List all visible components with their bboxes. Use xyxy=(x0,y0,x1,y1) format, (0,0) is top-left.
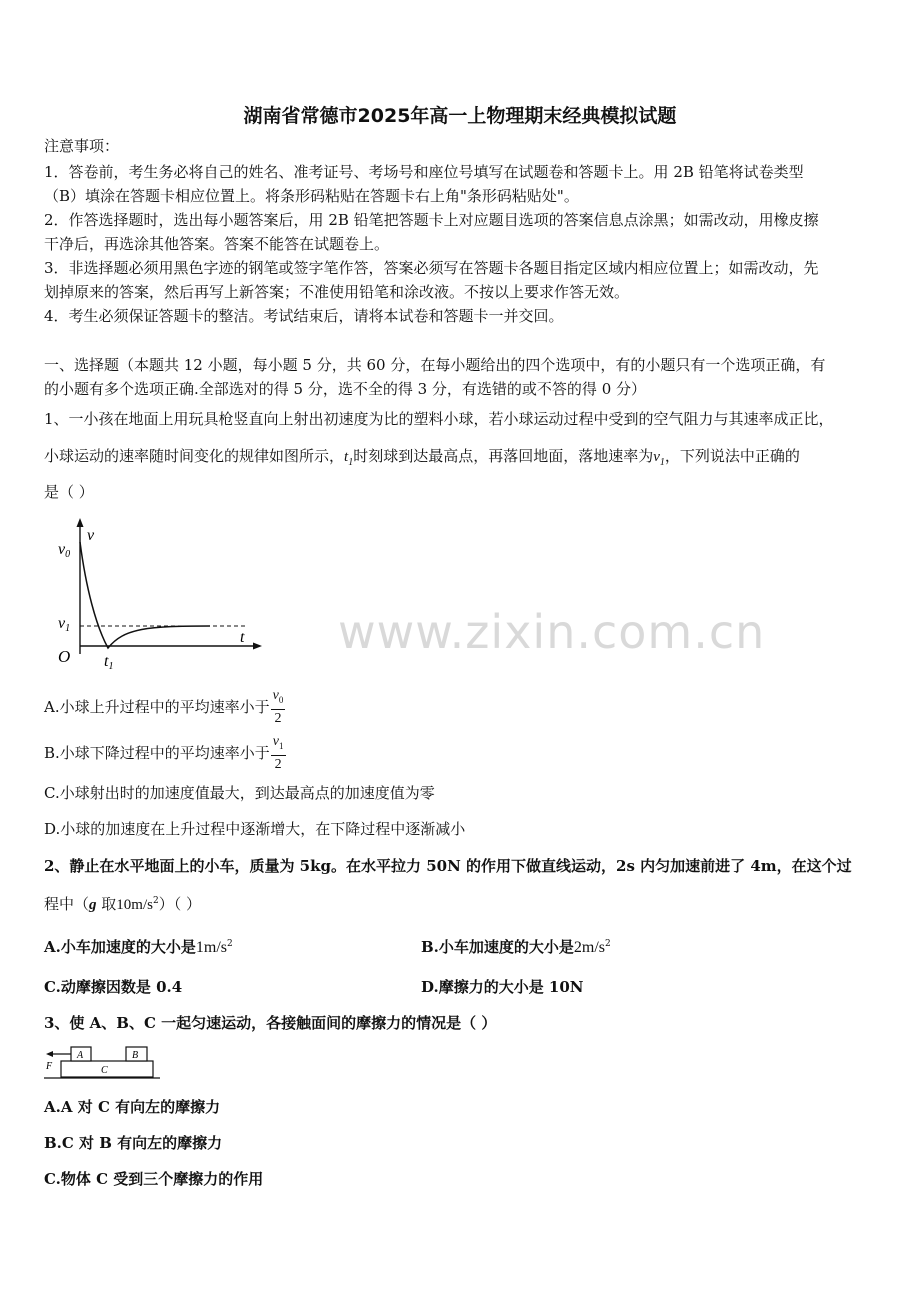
notice-line: 干净后，再选涂其他答案。答案不能答在试题卷上。 xyxy=(44,235,390,253)
q1-stem-line2 xyxy=(44,446,800,473)
q1-stem-text: ，下列说法中正确的 xyxy=(664,447,800,465)
q1-stem-text: 小球运动的速率随时间变化的规律如图所示， xyxy=(44,447,345,465)
label-f: F xyxy=(46,1061,53,1072)
v1-symbol: $v_1$ xyxy=(653,449,665,468)
label-b: B xyxy=(132,1050,139,1061)
q2-option-d: D.摩擦力的大小是 10N xyxy=(421,978,584,996)
q3-option-b: B.C 对 B 有向左的摩擦力 xyxy=(44,1134,223,1152)
q1-option-b: B.小球下降过程中的平均速率小于 $\frac{v_1}{2}$ xyxy=(44,734,284,772)
v-axis-label: v xyxy=(87,527,95,544)
section-heading: 一、选择题（本题共 12 小题，每小题 5 分，共 60 分，在每小题给出的四个选项中，有的小题只有一个选项正确，有 xyxy=(44,356,826,374)
q2-option-b: B.小车加速度的大小是$2m/s^2$ xyxy=(421,938,611,956)
origin-label: O xyxy=(58,647,71,666)
fraction: $\frac{v_0}{2}$ xyxy=(272,688,284,726)
q1-stem-line3: 是（ ） xyxy=(44,483,94,501)
q2-option-a: A.小车加速度的大小是$1m/s^2$ xyxy=(44,938,233,956)
force-arrow-head xyxy=(46,1051,53,1057)
notice-heading: 注意事项： xyxy=(44,137,120,155)
fraction: $\frac{v_1}{2}$ xyxy=(272,734,284,772)
q1-velocity-time-graph xyxy=(50,516,270,674)
y-axis-arrow xyxy=(77,518,84,527)
q2-stem-line2: 程中（g 取$10m/s^2$）（ ） xyxy=(44,895,201,913)
q1-option-c: C.小球射出时的加速度值最大，到达最高点的加速度值为零 xyxy=(44,784,435,802)
q1-stem-line1: 1、一小孩在地面上用玩具枪竖直向上射出初速度为比的塑料小球，若小球运动过程中受到的空气阻力与其速率成正比， xyxy=(44,410,834,428)
q3-stem: 3、使 A、B、C 一起匀速运动，各接触面间的摩擦力的情况是（ ） xyxy=(44,1014,497,1032)
q3-option-c: C.物体 C 受到三个摩擦力的作用 xyxy=(44,1170,264,1188)
t1-label: t1 xyxy=(104,653,114,672)
notice-line: 划掉原来的答案，然后再写上新答案；不准使用铅笔和涂改液。不按以上要求作答无效。 xyxy=(44,283,630,301)
label-c: C xyxy=(101,1065,108,1076)
section-heading-cont: 的小题有多个选项正确.全部选对的得 5 分，选不全的得 3 分，有选错的或不答的得 0 分） xyxy=(44,380,647,398)
notice-line: 3．非选择题必须用黑色字迹的钢笔或签字笔作答，答案必须写在答题卡各题目指定区域内相应位置上；如需改动，先 xyxy=(44,259,819,277)
notice-line: 4．考生必须保证答题卡的整洁。考试结束后，请将本试卷和答题卡一并交回。 xyxy=(44,307,564,325)
label-a: A xyxy=(77,1050,84,1061)
q1-option-d: D.小球的加速度在上升过程中逐渐增大，在下降过程中逐渐减小 xyxy=(44,820,466,838)
t-axis-label: t xyxy=(240,629,245,646)
q2-option-c: C.动摩擦因数是 0.4 xyxy=(44,978,183,996)
page-title: 湖南省常德市2025年高一上物理期末经典模拟试题 xyxy=(243,105,677,127)
x-axis-arrow xyxy=(253,643,262,650)
q1-option-a: A.小球上升过程中的平均速率小于 $\frac{v_0}{2}$ xyxy=(44,688,284,726)
watermark: www.zixin.com.cn xyxy=(338,605,766,659)
q3-option-a: A.A 对 C 有向左的摩擦力 xyxy=(44,1098,221,1116)
notice-line: （B）填涂在答题卡相应位置上。将条形码粘贴在答题卡右上角"条形码粘贴处"。 xyxy=(44,187,579,205)
v0-label: v0 xyxy=(58,541,71,560)
velocity-curve xyxy=(80,542,210,648)
notice-line: 2．作答选择题时，选出每小题答案后，用 2B 铅笔把答题卡上对应题目选项的答案信息点涂黑；如需改动，用橡皮擦 xyxy=(44,211,819,229)
t1-symbol: $t_1$ xyxy=(344,449,354,468)
q1-stem-text: 时刻球到达最高点，再落回地面，落地速率为 xyxy=(353,447,654,465)
q2-stem-line1: 2、静止在水平地面上的小车，质量为 5kg。在水平拉力 50N 的作用下做直线运动，2s 内匀加速前进了 4m，在这个过 xyxy=(44,857,852,875)
v1-label: v1 xyxy=(58,615,71,634)
q3-blocks-figure xyxy=(44,1042,160,1082)
notice-line: 1．答卷前，考生务必将自己的姓名、准考证号、考场号和座位号填写在试题卷和答题卡上。用 2B 铅笔将试卷类型 xyxy=(44,163,804,181)
